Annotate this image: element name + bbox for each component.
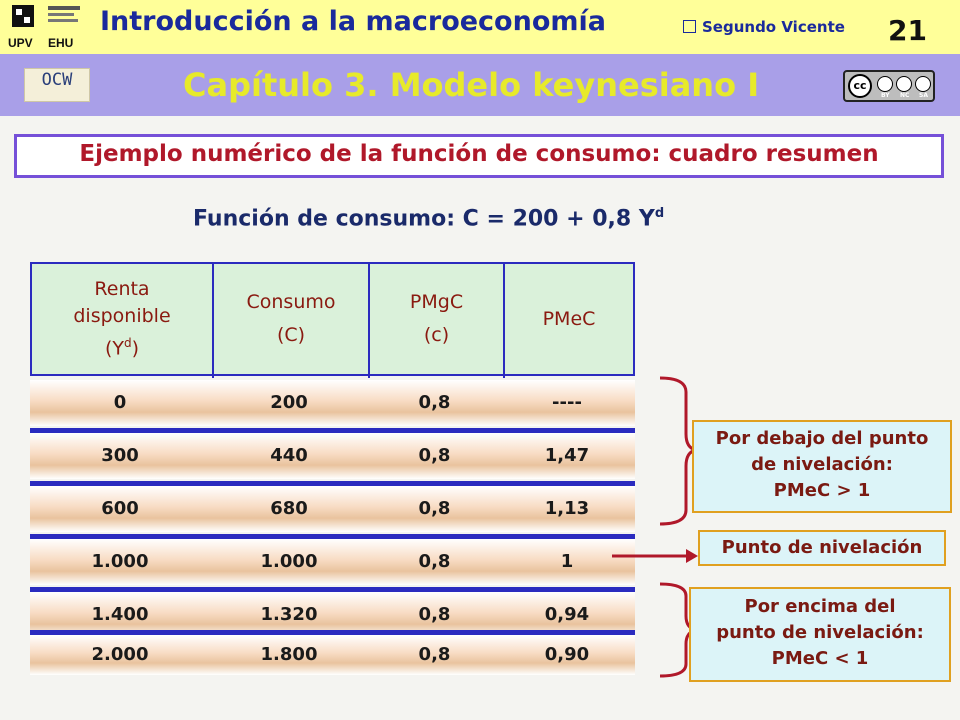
cell-consumo: 200 (270, 392, 308, 413)
cell-consumo: 1.000 (260, 551, 318, 572)
cell-pmgc: 0,8 (418, 498, 451, 519)
nc-icon (896, 76, 912, 92)
note-above-level (689, 587, 951, 682)
header-renta-line1: Renta (94, 277, 150, 300)
header-renta-line3: $(Y^d)$ (104, 335, 140, 360)
table-row (30, 486, 635, 532)
table-header-row (30, 262, 635, 376)
table-row (30, 635, 635, 675)
note-below-level (692, 420, 952, 513)
arrow-to-level-point (610, 546, 700, 566)
cell-renta: 1.000 (91, 551, 149, 572)
note-above-line3: PMeC < 1 (771, 648, 869, 669)
table-row (30, 539, 635, 585)
column-divider (368, 264, 370, 378)
header-pmgc-line2: (c) (423, 324, 450, 346)
header-cell-consumo (214, 264, 368, 374)
cell-pmgc: 0,8 (418, 392, 451, 413)
cell-pmec: 0,90 (544, 644, 590, 665)
bracket-below-level (660, 378, 696, 524)
license-sa-label: SA (919, 92, 928, 99)
consumption-summary-table (30, 262, 635, 677)
header-pmec-line1: PMeC (542, 307, 596, 330)
cell-pmgc: 0,8 (418, 604, 451, 625)
section-title: Ejemplo numérico de la función de consumo: cuadro resumen (79, 141, 879, 167)
license-nc-label: NC (900, 92, 910, 99)
cell-pmgc: 0,8 (418, 445, 451, 466)
chapter-title: Capítulo 3. Modelo keynesiano I (183, 66, 760, 104)
page-number: 21 (888, 14, 927, 47)
note-below-line1: Por debajo del punto (715, 428, 929, 449)
cell-pmec: 1 (560, 551, 574, 572)
header-cell-pmec (505, 264, 633, 374)
header-consumo-line2: (C) (276, 324, 306, 346)
cell-pmgc: 0,8 (418, 644, 451, 665)
note-level-point: Punto de nivelación (698, 530, 946, 566)
cell-pmec: ---- (552, 392, 582, 413)
column-divider (503, 264, 505, 378)
cell-consumo: 440 (270, 445, 308, 466)
cell-consumo: 680 (270, 498, 308, 519)
note-above-line2: punto de nivelación: (716, 622, 924, 643)
logo-upv-text: UPV (8, 36, 33, 50)
license-by-label: BY (881, 92, 890, 99)
formula-superscript: d (654, 206, 665, 221)
consumption-function-formula (193, 206, 664, 231)
cell-pmgc: 0,8 (418, 551, 451, 572)
course-title: Introducción a la macroeconomía (100, 6, 606, 37)
note-below-line3: PMeC > 1 (773, 480, 871, 501)
table-row (30, 380, 635, 426)
cell-consumo: 1.800 (260, 644, 318, 665)
section-title-box (14, 134, 944, 178)
note-below-line2: de nivelación: (751, 454, 893, 475)
cell-pmec: 1,47 (544, 445, 590, 466)
cell-consumo: 1.320 (260, 604, 318, 625)
cell-pmec: 1,13 (544, 498, 590, 519)
cell-renta: 300 (101, 445, 139, 466)
cell-renta: 2.000 (91, 644, 149, 665)
formula-text: Función de consumo: C = 200 + 0,8 Y (193, 206, 655, 232)
copyright-box-icon (683, 20, 696, 33)
creative-commons-license-badge (843, 70, 935, 102)
cell-renta: 0 (113, 392, 127, 413)
header-pmgc-line1: PMgC (409, 291, 464, 313)
sa-icon (915, 76, 931, 92)
by-icon (877, 76, 893, 92)
upv-ehu-logo (4, 2, 84, 52)
header-renta-line2: disponible (73, 304, 171, 327)
author-label (683, 18, 845, 36)
author-name: Segundo Vicente (702, 18, 845, 36)
table-row (30, 433, 635, 479)
ocw-logo (24, 68, 90, 102)
column-divider (212, 264, 214, 378)
cc-icon: cc (848, 74, 872, 98)
cell-renta: 1.400 (91, 604, 149, 625)
header-consumo-line1: Consumo (246, 291, 336, 313)
cell-pmec: 0,94 (544, 604, 590, 625)
header-cell-pmgc (370, 264, 503, 374)
header-cell-renta (32, 264, 212, 374)
ocw-logo-text: OCW (41, 70, 73, 90)
note-above-line1: Por encima del (744, 596, 896, 617)
logo-ehu-text: EHU (48, 36, 74, 50)
cell-renta: 600 (101, 498, 139, 519)
